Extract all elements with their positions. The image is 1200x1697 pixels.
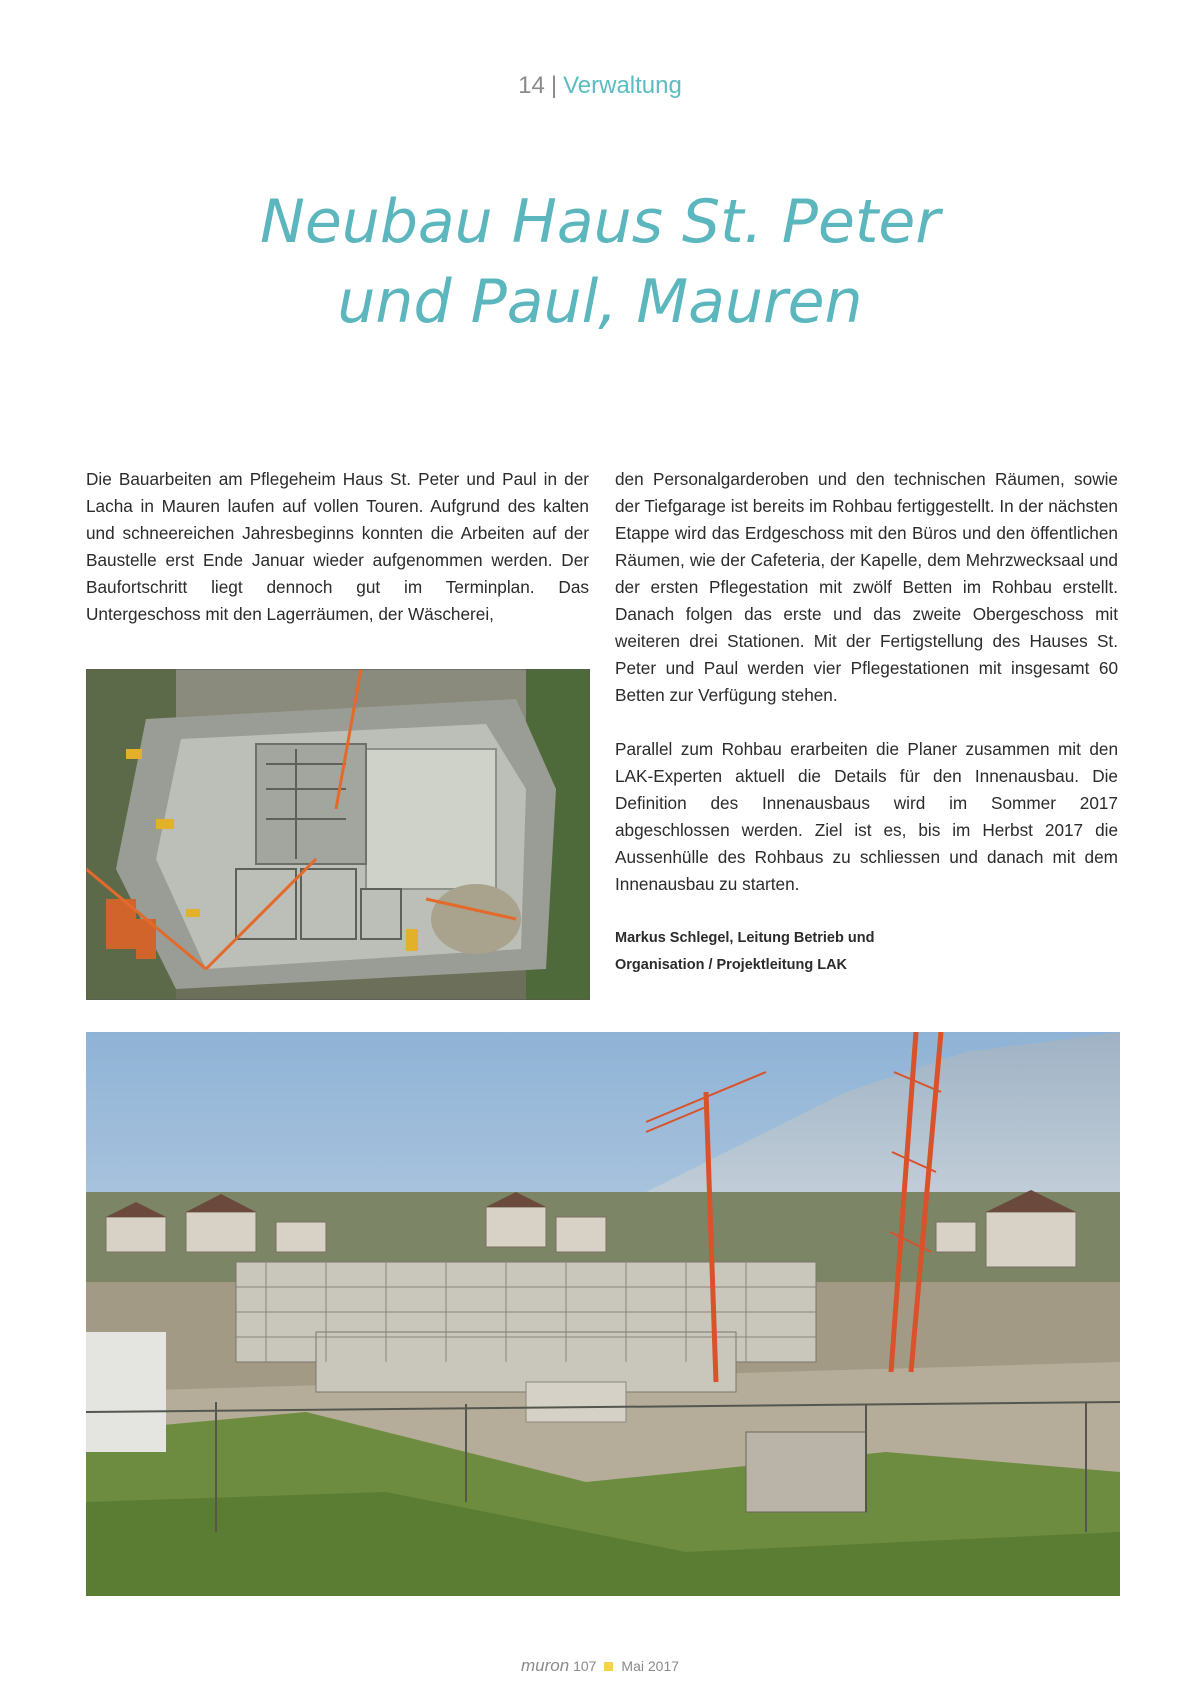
page-footer <box>0 1656 1200 1676</box>
title-line-1: Neubau Haus St. Peter <box>260 187 940 257</box>
section-label: Verwaltung <box>563 72 682 99</box>
magazine-name: muron <box>520 1656 570 1675</box>
body-paragraph: den Personalgarderoben und den technischen Räumen, sowie der Tiefgarage ist bereits im Rohbau fertiggestellt. In der nächsten Etappe wird das Erdgeschoss mit den Büros und den öffentlichen Räumen, wie der Cafeteria, der Kapelle, dem Mehrzwecksaal und der ersten Pflegestation mit zwölf Betten im Rohbau erstellt. Danach folgen das erste und das zweite Obergeschoss mit weiteren drei Stationen. Mit der Fertigstellung des Hauses St. Peter und Paul werden vier Pflegestationen mit insgesamt 60 Betten zur Verfügung stehen. <box>615 469 1118 705</box>
author-credit <box>615 925 1118 979</box>
author-line-2: Organisation / Projektleitung LAK <box>615 957 848 973</box>
title-line-2: und Paul, Mauren <box>337 267 863 337</box>
article-title <box>0 182 1200 342</box>
issue-number: 107 <box>573 1658 597 1674</box>
construction-site-photo <box>86 1032 1120 1596</box>
body-paragraph: Parallel zum Rohbau erarbeiten die Planer zusammen mit den LAK-Experten aktuell die Details für den Innenausbau. Die Definition des Innenausbaus wird im Sommer 2017 abgeschlossen werden. Ziel ist es, bis im Herbst 2017 die Aussenhülle des Rohbaus zu schliessen und danach mit dem Innenausbau zu starten. <box>615 739 1118 894</box>
header-separator: | <box>550 72 558 99</box>
page-number: 14 <box>518 72 545 99</box>
footer-square-icon <box>604 1662 613 1671</box>
page-header <box>0 72 1200 100</box>
text-column-left <box>86 466 589 655</box>
issue-date: Mai 2017 <box>621 1658 680 1674</box>
body-paragraph: Die Bauarbeiten am Pflegeheim Haus St. Peter und Paul in der Lacha in Mauren laufen auf vollen Touren. Aufgrund des kalten und schneereichen Jahresbeginns konnten die Arbeiten auf der Baustelle erst Ende Januar wieder aufgenommen werden. Der Baufortschritt liegt dennoch gut im Terminplan. Das Untergeschoss mit den Lagerräumen, der Wäscherei, <box>86 469 589 624</box>
text-column-right <box>615 466 1118 979</box>
aerial-construction-photo <box>86 669 590 1000</box>
author-line-1: Markus Schlegel, Leitung Betrieb und <box>615 930 875 946</box>
